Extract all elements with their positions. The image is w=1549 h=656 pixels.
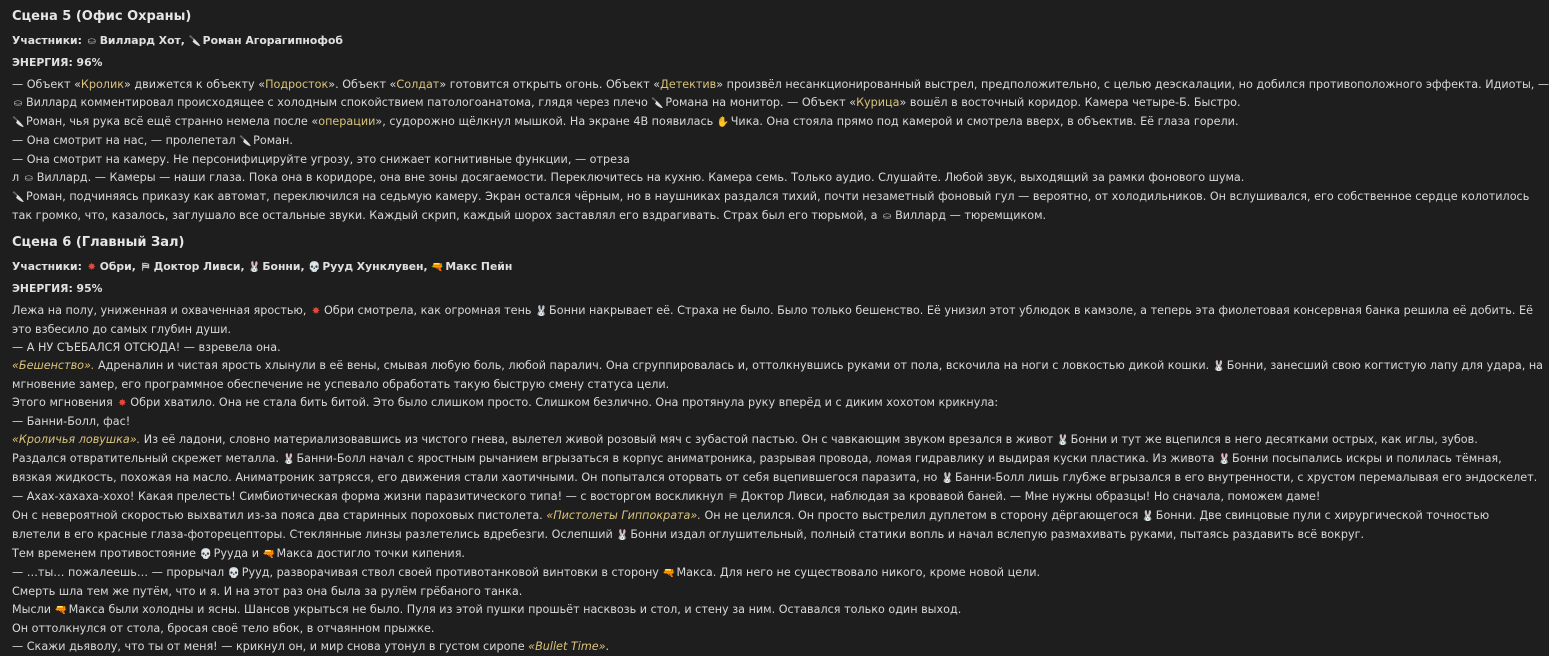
text-fragment: Из её ладони, словно материализовавшись из чистого гнева, вылетел живой розовый мяч с зубастой пастью. Он с чавкающим звуком врезался в живот (140, 433, 1054, 446)
text-fragment: Бонни и тут же вцепился в него десятками острых, как иглы, зубов. (1070, 433, 1478, 446)
text-fragment: Доктор Ливси, наблюдая за кровавой баней. — Мне нужны образцы! Но сначала, поможем даме! (741, 490, 1321, 503)
text-fragment: Чика. Она стояла прямо под камерой и смотрела вверх, в объектив. Её глаза горели. (730, 115, 1239, 128)
text-fragment: , (300, 260, 305, 273)
text-fragment: Бонни, занесший свою когтистую лапу для удара, на (1226, 359, 1544, 372)
scene6-title: Сцена 6 (Главный Зал) (12, 235, 185, 250)
scene6-line (12, 357, 1544, 376)
scene6-line (12, 450, 1502, 469)
text-fragment: » готовится открыть огонь. Объект « (439, 78, 661, 91)
text-fragment: , (180, 34, 185, 47)
text-fragment: Рууд, разворачивая ствол своей противотанковой винтовки в сторону (241, 566, 659, 579)
text-fragment: Бонни накрывает её. Страха не было. Было только бешенство. Её унизил этот ублюдок в камзоле, а теперь эта фиолетовая консервная банка решила её добить. Её (549, 304, 1533, 317)
text-fragment: Виллард — тюремщиком. (895, 209, 1047, 222)
text-fragment: Адреналин и чистая ярость хлынули в её вены, смывая любую боль, любой паралич. Она сгруппировалась и, оттолкнувшись руками от пола, вскочила на ноги с ловкостью дикой кошки. (94, 359, 1210, 372)
text-fragment: Обри смотрела, как огромная тень (323, 304, 532, 317)
highlighted-text: Курица (856, 96, 900, 109)
text-fragment: Обри хватило. Она не стала бить битой. Это было слишком просто. Слишком безлично. Она протянула руку вперёд и с диким хохотом крикнула: (130, 396, 999, 409)
text-fragment: Виллард. — Камеры — наши глаза. Пока она в коридоре, она вне зоны досягаемости. Переключитесь на кухню. Камера семь. Только аудио. Слушайте. Любой звук, выходящий за рамки фонового шума. (36, 171, 1245, 184)
explosion-icon: ✸ (87, 262, 96, 273)
rabbit-icon: 🐰 (940, 473, 954, 484)
scene6-line (12, 564, 1417, 583)
scene6-line (12, 302, 1533, 321)
scene5-line (12, 169, 1417, 188)
text-fragment: Участники: (12, 34, 82, 47)
text-fragment: Тем временем противостояние (12, 547, 197, 560)
text-fragment: Романа на монитор. — Объект « (665, 96, 857, 109)
gun-icon: 🔫 (262, 549, 275, 560)
skull-icon: 💀 (308, 262, 321, 273)
highlighted-text: Подросток (265, 78, 329, 91)
knife-icon: 🔪 (12, 117, 25, 128)
text-fragment: Роман. (253, 134, 293, 147)
text-fragment: , (131, 260, 136, 273)
scene6-line: мгновение замер, его программное обеспечение не успевало обработать такую быструю смену статуса цели. (12, 378, 670, 391)
willard-icon: ⛀ (24, 173, 33, 184)
text-fragment: Участники: (12, 260, 82, 273)
text-fragment: », судорожно щёлкнул мышкой. На экране 4В появилась (375, 115, 714, 128)
text-fragment: л (12, 171, 20, 184)
text-fragment: Лежа на полу, униженная и охваченная яростью, (12, 304, 307, 317)
text-fragment: Банни-Болл лишь глубже вгрызался в его внутренности, с хрустом перемалывая его эндоскелет. (954, 471, 1538, 484)
rabbit-icon: 🐰 (616, 530, 629, 541)
text-fragment: Виллард Хот (99, 34, 181, 47)
text-fragment: , (423, 260, 428, 273)
scene6-line (12, 431, 1478, 450)
knife-icon: 🔪 (188, 36, 202, 47)
highlighted-text: Детектив (660, 78, 717, 91)
willard-icon: ⛀ (882, 211, 892, 222)
pirate-flag-icon: ⛿ (141, 262, 150, 273)
text-fragment: Роман Агорагипнофоб (202, 34, 343, 47)
explosion-icon: ✸ (118, 398, 127, 409)
explosion-icon: ✸ (311, 306, 321, 317)
knife-icon: 🔪 (12, 192, 25, 203)
text-fragment: Роман, подчиняясь приказу как автомат, переключился на седьмую камеру. Экран остался чёрным, но в наушниках раздался тихий, почти незаметный фоновый гул — вероятно, от холодильников. Он вслушивался, его собственное сердце колотилось (26, 190, 1530, 203)
scene6-line (12, 638, 1417, 656)
scene6-line (12, 469, 1538, 488)
rabbit-icon: 🐰 (248, 262, 261, 273)
scene6-line: Он оттолкнулся от стола, бросая своё тело вбок, в отчаянном прыжке. (12, 622, 435, 635)
text-fragment: Обри (99, 260, 132, 273)
scene5-line (12, 76, 1549, 94)
text-fragment: Раздался отвратительный скрежет металла. (12, 452, 279, 465)
text-fragment: Виллард комментировал происходящее с холодным спокойствием патологоанатома, глядя через плечо (26, 96, 648, 109)
text-fragment: Мысли (12, 603, 52, 616)
text-fragment: Рууд Хунклувен (322, 260, 424, 273)
scene5-energy: ЭНЕРГИЯ: 96% (12, 56, 103, 69)
rabbit-icon: 🐰 (1056, 435, 1070, 446)
highlighted-text: Солдат (396, 78, 440, 91)
text-fragment: — Ахах-хахаха-хохо! Какая прелесть! Симбиотическая форма жизни паразитического типа! — с восторгом воскликнул (12, 490, 724, 503)
scene5-line (12, 132, 1417, 151)
gun-icon: 🔫 (662, 568, 675, 579)
highlighted-text: Кролик (80, 78, 124, 91)
text-fragment: влетели в его красные глаза-фоторецепторы. Стеклянные линзы разлетелись вдребезги. Ослепший (12, 528, 613, 541)
text-fragment: » произвёл несанкционированный выстрел, предположительно, с целью деэскалации, но добился противоположного эффекта. Идиоты, — (716, 78, 1549, 91)
scene6-line (12, 394, 1417, 413)
scene6-line: — Банни-Болл, фас! (12, 415, 131, 428)
scene5-line: — Она смотрит на камеру. Не персонифицируйте угрозу, это снижает когнитивные функции, — отреза (12, 153, 630, 166)
text-fragment: » движется к объекту « (124, 78, 266, 91)
knife-icon: 🔪 (239, 136, 252, 147)
rabbit-icon: 🐰 (1218, 454, 1231, 465)
scene6-line (12, 601, 1417, 620)
text-fragment: Макс Пейн (445, 260, 513, 273)
knife-icon: 🔪 (651, 98, 664, 109)
text-fragment: Макса были холодны и ясны. Шансов укрыться не было. Пуля из этой пушки прошьёт насквозь и стол, и стену за ним. Оставался только один выход. (68, 603, 962, 616)
pirate-flag-icon: ⛿ (729, 492, 737, 503)
text-fragment: — Скажи дьяволу, что ты от меня! — крикнул он, и мир снова утонул в густом сиропе (12, 640, 529, 653)
text-fragment: , (240, 260, 245, 273)
skull-icon: 💀 (199, 549, 213, 560)
skull-icon: 💀 (227, 568, 241, 579)
text-fragment: » вошёл в восточный коридор. Камера четыре-Б. Быстро. (899, 96, 1241, 109)
highlighted-text: «Кроличья ловушка». (12, 433, 141, 446)
scene6-line (12, 488, 1417, 507)
gun-icon: 🔫 (54, 605, 68, 616)
highlighted-text: операции (318, 115, 376, 128)
text-fragment: — Она смотрит на нас, — пролепетал (12, 134, 236, 147)
gun-icon: 🔫 (431, 262, 444, 273)
scene6-line: — А НУ СЪЕБАЛСЯ ОТСЮДА! — взревела она. (12, 341, 281, 354)
text-fragment: Бонни издал оглушительный, полный статики вопль и начал вслепую размахивать руками, пытаясь раздавить всё вокруг. (630, 528, 1365, 541)
text-fragment: Доктор Ливси (153, 260, 241, 273)
text-fragment: так громко, что, казалось, заглушало все остальные звуки. Каждый скрип, каждый шорох заставлял его вздрагивать. Страх был его тюрьмой, а (12, 209, 878, 222)
text-fragment: Он не целился. Он просто выстрелил дуплетом в сторону дёргающегося (700, 509, 1139, 522)
text-fragment: — Объект « (12, 78, 81, 91)
scene6-line: Смерть шла тем же путём, что и я. И на этот раз она была за рулём грёбаного танка. (12, 585, 523, 598)
text-fragment: — …ты… пожалеешь… — прорычал (12, 566, 225, 579)
hand-icon: ✋ (716, 117, 730, 128)
scene6-line (12, 545, 1417, 564)
scene5-line (12, 113, 1417, 132)
scene6-energy: ЭНЕРГИЯ: 95% (12, 282, 103, 295)
scene6-line (12, 526, 1417, 545)
text-fragment: Макса. Для него не существовало никого, кроме новой цели. (676, 566, 1041, 579)
text-fragment: Бонни. Две свинцовые пули с хирургической точностью (1155, 509, 1490, 522)
highlighted-text: «Bullet Time» (528, 640, 606, 653)
willard-icon: ⛀ (87, 36, 96, 47)
highlighted-text: «Бешенство». (12, 359, 95, 372)
scene5-title: Сцена 5 (Офис Охраны) (12, 9, 192, 24)
text-fragment: Роман, чья рука всё ещё странно немела после « (26, 115, 319, 128)
scene5-line (12, 207, 1417, 226)
text-fragment: Этого мгновения (12, 396, 113, 409)
scene6-text (12, 302, 1544, 656)
scene5-line (12, 94, 1417, 113)
text-fragment: Бонни посыпались искры и полилась тёмная, (1232, 452, 1502, 465)
scene6-line (12, 507, 1490, 526)
scene6-line: это взбесило до самых глубин души. (12, 323, 232, 336)
text-fragment: . (605, 640, 610, 653)
scene5-participants (12, 32, 1417, 50)
rabbit-icon: 🐰 (1141, 511, 1155, 522)
text-fragment: Рууда и (213, 547, 259, 560)
text-fragment: Бонни (262, 260, 301, 273)
text-fragment: ». Объект « (328, 78, 397, 91)
text-fragment: Он с невероятной скоростью выхватил из-за пояса два старинных пороховых пистолета. (12, 509, 543, 522)
scene5-line (12, 188, 1530, 207)
highlighted-text: «Пистолеты Гиппократа». (546, 509, 701, 522)
scene6-participants (12, 258, 1417, 276)
willard-icon: ⛀ (13, 98, 23, 109)
rabbit-icon: 🐰 (282, 454, 295, 465)
scene5-text (12, 76, 1549, 226)
text-fragment: Макса достигло точки кипения. (276, 547, 465, 560)
rabbit-icon: 🐰 (1212, 361, 1226, 372)
text-fragment: Банни-Болл начал с яростным рычанием вгрызаться в корпус аниматроника, разрывая провода, ломая гидравлику и выдирая куски пластика. Из живота (296, 452, 1215, 465)
rabbit-icon: 🐰 (535, 306, 548, 317)
text-fragment: вязкая жидкость, похожая на масло. Аниматроник затрясся, его движения стали хаотичными. Он попытался оторвать от себя вцепившегося паразита, но (12, 471, 938, 484)
